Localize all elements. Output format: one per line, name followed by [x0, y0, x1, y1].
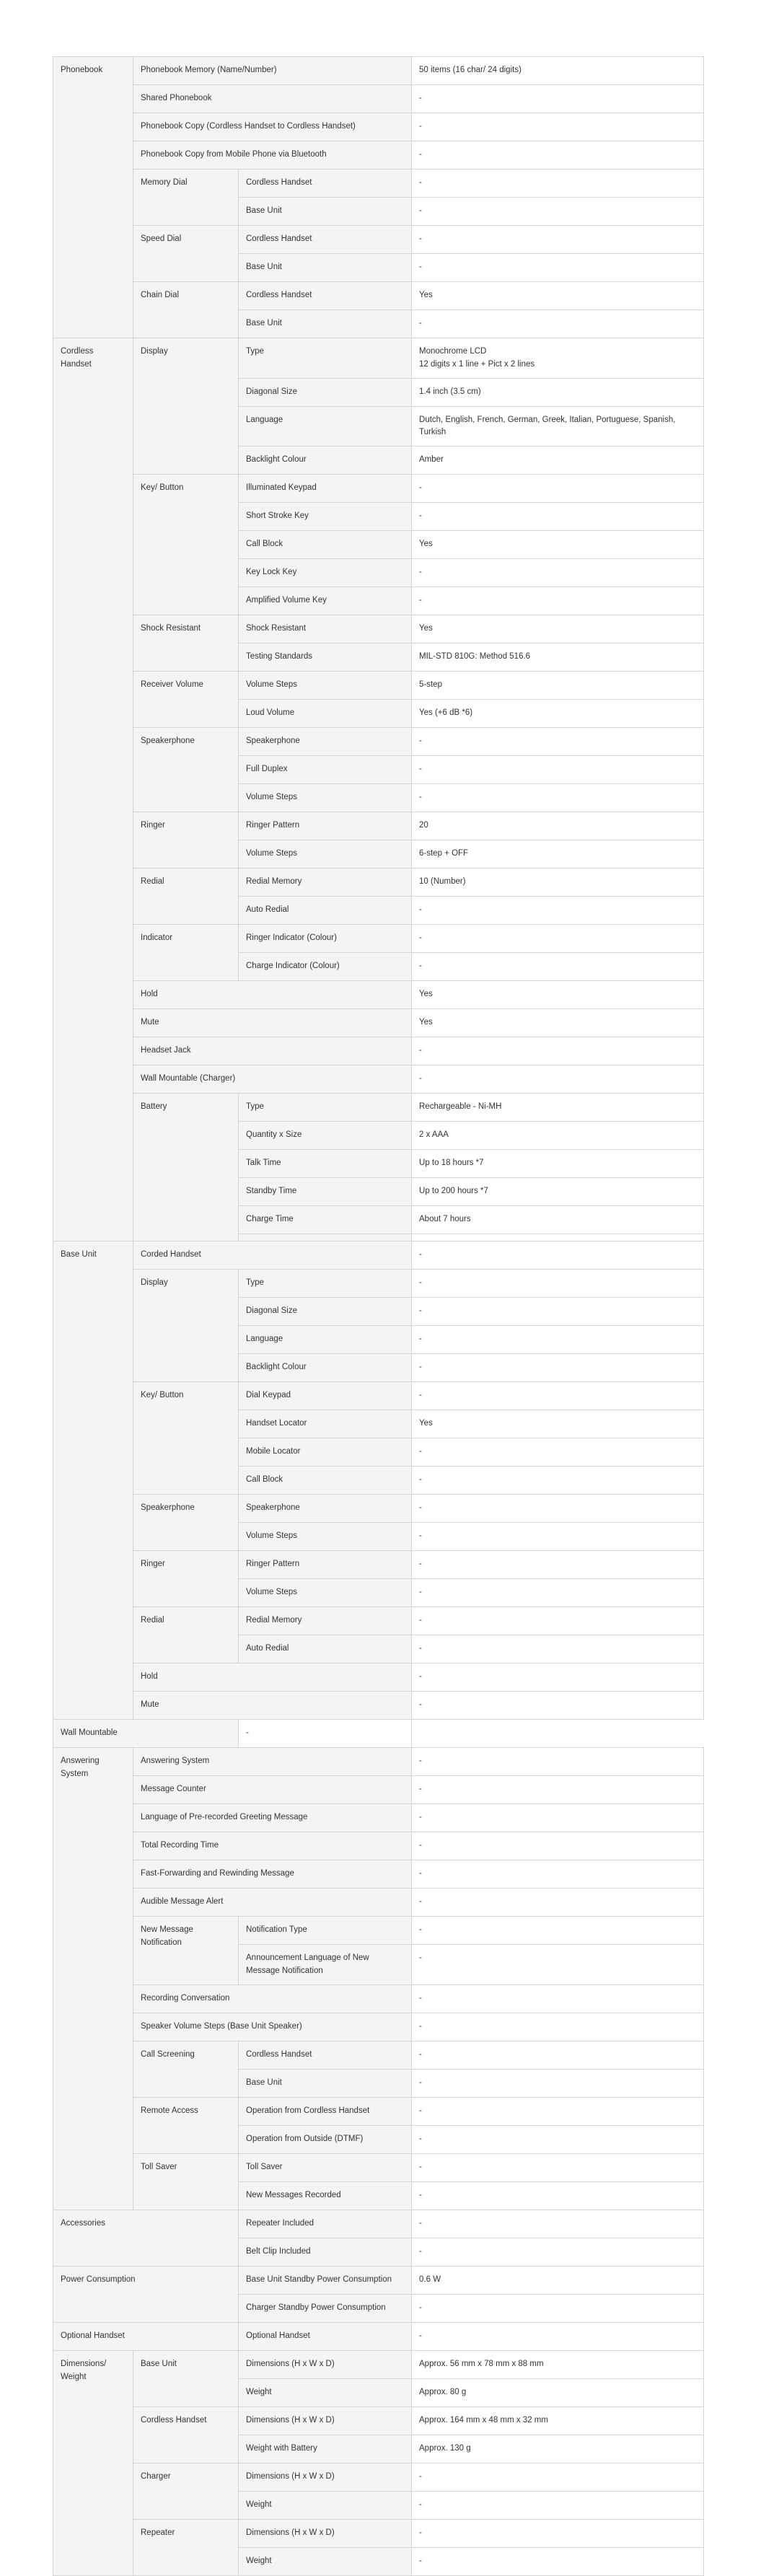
spec-item: Backlight Colour: [239, 447, 412, 475]
spec-value: -: [412, 1804, 704, 1832]
spec-item: Volume Steps: [239, 784, 412, 812]
spec-item: Mobile Locator: [239, 1438, 412, 1467]
spec-value: -: [412, 1065, 704, 1094]
spec-group: Mute: [133, 1009, 412, 1037]
spec-item: Illuminated Keypad: [239, 475, 412, 503]
spec-row: [53, 2153, 704, 2181]
spec-value: -: [412, 2547, 704, 2575]
spec-category: Phonebook: [53, 57, 133, 338]
spec-value: 5-step: [412, 672, 704, 700]
spec-value: -: [412, 1607, 704, 1635]
spec-group: Shared Phonebook: [133, 85, 412, 113]
spec-group: Message Counter: [133, 1776, 412, 1804]
spec-item: Call Block: [239, 531, 412, 559]
spec-value: -: [239, 1720, 412, 1748]
spec-value: -: [412, 475, 704, 503]
spec-group: Shock Resistant: [133, 615, 239, 672]
spec-row: [53, 1663, 704, 1692]
spec-item: Dimensions (H x W x D): [239, 2463, 412, 2491]
spec-group: Redial: [133, 869, 239, 925]
spec-item: Dimensions (H x W x D): [239, 2350, 412, 2378]
spec-value: -: [412, 1917, 704, 1945]
spec-row: [53, 1382, 704, 1410]
spec-value: Up to 18 hours *7: [412, 1150, 704, 1178]
spec-category: Power Consumption: [53, 2266, 239, 2322]
spec-row: [53, 1607, 704, 1635]
spec-value: Yes: [412, 531, 704, 559]
spec-item: Cordless Handset: [239, 170, 412, 198]
spec-value: -: [412, 226, 704, 254]
spec-item: Full Duplex: [239, 756, 412, 784]
spec-group: Cordless Handset: [133, 2406, 239, 2463]
spec-group: Phonebook Memory (Name/Number): [133, 57, 412, 85]
spec-value: -: [412, 2069, 704, 2097]
spec-value: 20: [412, 812, 704, 840]
spec-row: [53, 728, 704, 756]
spec-row: [53, 1692, 704, 1720]
spec-value: Rechargeable - Ni-MH: [412, 1094, 704, 1122]
spec-group: Key/ Button: [133, 1382, 239, 1495]
spec-row: [53, 1495, 704, 1523]
spec-item: Weight: [239, 2547, 412, 2575]
spec-group: Mute: [133, 1692, 412, 1720]
spec-item: Operation from Outside (DTMF): [239, 2125, 412, 2153]
spec-value: -: [412, 2322, 704, 2350]
spec-row: [53, 1720, 704, 1748]
spec-value: -: [412, 756, 704, 784]
spec-row: [53, 1037, 704, 1065]
spec-row: [53, 2519, 704, 2547]
spec-group: Indicator: [133, 925, 239, 981]
spec-item: Backlight Colour: [239, 1354, 412, 1382]
spec-item: New Messages Recorded: [239, 2181, 412, 2210]
spec-row: [53, 1832, 704, 1860]
spec-value: -: [412, 2153, 704, 2181]
specification-table: [53, 56, 704, 2576]
spec-value: Amber: [412, 447, 704, 475]
spec-value: -: [412, 953, 704, 981]
spec-value: -: [412, 1748, 704, 1776]
spec-item: Key Lock Key: [239, 559, 412, 587]
spec-value: Monochrome LCD 12 digits x 1 line + Pict x 2 lines: [412, 338, 704, 379]
spec-group: Headset Jack: [133, 1037, 412, 1065]
spec-group: Receiver Volume: [133, 672, 239, 728]
spec-value: -: [412, 1298, 704, 1326]
spec-value: About 7 hours: [412, 1206, 704, 1234]
spec-value: -: [412, 1579, 704, 1607]
spec-group: Repeater: [133, 2519, 239, 2575]
spec-item: Charge Time: [239, 1206, 412, 1234]
spec-group: Toll Saver: [133, 2153, 239, 2210]
spec-item: [239, 1234, 412, 1241]
spec-value: -: [412, 1832, 704, 1860]
spec-row: [53, 1270, 704, 1298]
spec-group: Total Recording Time: [133, 1832, 412, 1860]
spec-value: -: [412, 1495, 704, 1523]
spec-row: [53, 2322, 704, 2350]
spec-group: Battery: [133, 1094, 239, 1241]
spec-item: Ringer Pattern: [239, 812, 412, 840]
spec-value: -: [412, 2519, 704, 2547]
spec-item: Testing Standards: [239, 643, 412, 672]
spec-group: Display: [133, 338, 239, 475]
spec-item: Quantity x Size: [239, 1122, 412, 1150]
spec-value: Yes: [412, 282, 704, 310]
spec-item: Base Unit: [239, 198, 412, 226]
spec-item: Charger Standby Power Consumption: [239, 2294, 412, 2322]
spec-group: Corded Handset: [133, 1241, 412, 1270]
spec-row: [53, 2266, 704, 2294]
spec-value: -: [412, 2097, 704, 2125]
spec-item: Short Stroke Key: [239, 503, 412, 531]
spec-item: Dial Keypad: [239, 1382, 412, 1410]
spec-item: Charge Indicator (Colour): [239, 953, 412, 981]
spec-row: [53, 1065, 704, 1094]
spec-item: Base Unit: [239, 254, 412, 282]
spec-item: Base Unit: [239, 2069, 412, 2097]
spec-row: [53, 925, 704, 953]
spec-row: [53, 2406, 704, 2435]
spec-value: -: [412, 1326, 704, 1354]
spec-item: Notification Type: [239, 1917, 412, 1945]
spec-row: [53, 2041, 704, 2069]
spec-item: Weight with Battery: [239, 2435, 412, 2463]
spec-row: [53, 1804, 704, 1832]
spec-row: [53, 1860, 704, 1889]
spec-value: -: [412, 170, 704, 198]
spec-row: [53, 2350, 704, 2378]
spec-item: Type: [239, 1270, 412, 1298]
spec-value: -: [412, 1984, 704, 2013]
spec-row: [53, 1984, 704, 2013]
spec-value: Approx. 56 mm x 78 mm x 88 mm: [412, 2350, 704, 2378]
spec-category: Dimensions/ Weight: [53, 2350, 133, 2575]
spec-row: [53, 2210, 704, 2238]
spec-row: [53, 1748, 704, 1776]
spec-value: 50 items (16 char/ 24 digits): [412, 57, 704, 85]
spec-value: Up to 200 hours *7: [412, 1178, 704, 1206]
spec-value: -: [412, 503, 704, 531]
spec-row: [53, 672, 704, 700]
spec-row: [53, 2463, 704, 2491]
spec-value: -: [412, 1889, 704, 1917]
spec-item: Base Unit: [239, 310, 412, 338]
spec-group: Speakerphone: [133, 728, 239, 812]
spec-value: -: [412, 1663, 704, 1692]
spec-value: -: [412, 1860, 704, 1889]
spec-group: New Message Notification: [133, 1917, 239, 1985]
spec-item: Standby Time: [239, 1178, 412, 1206]
spec-value: Yes: [412, 1410, 704, 1438]
spec-row: [53, 1917, 704, 1945]
spec-group: Fast-Forwarding and Rewinding Message: [133, 1860, 412, 1889]
spec-category: Optional Handset: [53, 2322, 239, 2350]
spec-row: [53, 1009, 704, 1037]
spec-item: Handset Locator: [239, 1410, 412, 1438]
spec-row: [53, 2013, 704, 2041]
spec-value: -: [412, 2491, 704, 2519]
spec-group: Remote Access: [133, 2097, 239, 2153]
spec-value: -: [412, 141, 704, 170]
spec-group: Hold: [133, 1663, 412, 1692]
spec-group: Wall Mountable (Charger): [133, 1065, 412, 1094]
spec-item: Language: [239, 406, 412, 447]
spec-value: -: [412, 728, 704, 756]
spec-item: Language: [239, 1326, 412, 1354]
spec-value: -: [412, 198, 704, 226]
spec-group: Charger: [133, 2463, 239, 2519]
spec-group: Key/ Button: [133, 475, 239, 615]
spec-row: [53, 85, 704, 113]
spec-value: [412, 1234, 704, 1241]
spec-value: -: [412, 1270, 704, 1298]
spec-item: Dimensions (H x W x D): [239, 2406, 412, 2435]
spec-item: Ringer Pattern: [239, 1551, 412, 1579]
spec-row: [53, 338, 704, 379]
spec-value: 10 (Number): [412, 869, 704, 897]
spec-item: Redial Memory: [239, 1607, 412, 1635]
spec-value: Approx. 164 mm x 48 mm x 32 mm: [412, 2406, 704, 2435]
spec-item: Auto Redial: [239, 1635, 412, 1663]
spec-item: Cordless Handset: [239, 2041, 412, 2069]
spec-row: [53, 812, 704, 840]
spec-group: Answering System: [133, 1748, 412, 1776]
spec-row: [53, 170, 704, 198]
spec-value: Yes: [412, 981, 704, 1009]
spec-item: Cordless Handset: [239, 282, 412, 310]
spec-value: -: [412, 1467, 704, 1495]
spec-item: Dimensions (H x W x D): [239, 2519, 412, 2547]
spec-value: 0.6 W: [412, 2266, 704, 2294]
spec-value: Yes: [412, 1009, 704, 1037]
spec-item: Ringer Indicator (Colour): [239, 925, 412, 953]
spec-value: -: [412, 2294, 704, 2322]
spec-group: Speed Dial: [133, 226, 239, 282]
spec-value: -: [412, 1241, 704, 1270]
spec-item: Type: [239, 1094, 412, 1122]
spec-row: [53, 615, 704, 643]
spec-row: [53, 57, 704, 85]
spec-item: Weight: [239, 2378, 412, 2406]
spec-item: Cordless Handset: [239, 226, 412, 254]
spec-value: -: [412, 2181, 704, 2210]
spec-row: [53, 475, 704, 503]
spec-item: Announcement Language of New Message Notification: [239, 1945, 412, 1985]
spec-value: -: [412, 2238, 704, 2266]
spec-value: -: [412, 1382, 704, 1410]
spec-group: Phonebook Copy from Mobile Phone via Bluetooth: [133, 141, 412, 170]
spec-value: Approx. 80 g: [412, 2378, 704, 2406]
spec-group: Language of Pre-recorded Greeting Message: [133, 1804, 412, 1832]
spec-item: Diagonal Size: [239, 378, 412, 406]
spec-item: Loud Volume: [239, 700, 412, 728]
spec-value: -: [412, 113, 704, 141]
spec-value: -: [412, 784, 704, 812]
spec-value: Dutch, English, French, German, Greek, Italian, Portuguese, Spanish, Turkish: [412, 406, 704, 447]
spec-value: -: [412, 85, 704, 113]
spec-value: Yes: [412, 615, 704, 643]
spec-value: 6-step + OFF: [412, 840, 704, 869]
spec-row: [53, 141, 704, 170]
spec-value: -: [412, 2013, 704, 2041]
spec-category: Answering System: [53, 1748, 133, 2210]
spec-row: [53, 1551, 704, 1579]
specification-table-body: [53, 57, 704, 2576]
spec-row: [53, 226, 704, 254]
spec-item: Amplified Volume Key: [239, 587, 412, 615]
spec-row: [53, 1776, 704, 1804]
spec-group: Ringer: [133, 1551, 239, 1607]
spec-category: Cordless Handset: [53, 338, 133, 1241]
spec-group: Display: [133, 1270, 239, 1382]
spec-row: [53, 282, 704, 310]
spec-row: [53, 113, 704, 141]
spec-row: [53, 981, 704, 1009]
spec-item: Weight: [239, 2491, 412, 2519]
spec-item: Speakerphone: [239, 1495, 412, 1523]
spec-item: Shock Resistant: [239, 615, 412, 643]
spec-row: [53, 2097, 704, 2125]
spec-value: Yes (+6 dB *6): [412, 700, 704, 728]
spec-row: [53, 1889, 704, 1917]
spec-value: 2 x AAA: [412, 1122, 704, 1150]
spec-value: -: [412, 1551, 704, 1579]
spec-group: Redial: [133, 1607, 239, 1663]
spec-item: Speakerphone: [239, 728, 412, 756]
spec-value: -: [412, 1438, 704, 1467]
spec-group: Speaker Volume Steps (Base Unit Speaker): [133, 2013, 412, 2041]
spec-item: Belt Clip Included: [239, 2238, 412, 2266]
spec-row: [53, 869, 704, 897]
spec-item: Volume Steps: [239, 1579, 412, 1607]
spec-group: Ringer: [133, 812, 239, 869]
spec-item: Type: [239, 338, 412, 379]
spec-item: Auto Redial: [239, 897, 412, 925]
spec-group: Call Screening: [133, 2041, 239, 2097]
spec-group: Chain Dial: [133, 282, 239, 338]
spec-value: -: [412, 1776, 704, 1804]
spec-item: Base Unit Standby Power Consumption: [239, 2266, 412, 2294]
spec-group: Hold: [133, 981, 412, 1009]
spec-group: Memory Dial: [133, 170, 239, 226]
spec-value: -: [412, 1037, 704, 1065]
spec-group: Recording Conversation: [133, 1984, 412, 2013]
spec-value: -: [412, 2041, 704, 2069]
spec-item: Redial Memory: [239, 869, 412, 897]
spec-item: Diagonal Size: [239, 1298, 412, 1326]
spec-category: Base Unit: [53, 1241, 133, 1720]
spec-category: Accessories: [53, 2210, 239, 2266]
spec-value: -: [412, 2463, 704, 2491]
spec-value: -: [412, 2210, 704, 2238]
spec-group: Base Unit: [133, 2350, 239, 2406]
spec-item: Volume Steps: [239, 840, 412, 869]
spec-group: Wall Mountable: [53, 1720, 239, 1748]
spec-value: Approx. 130 g: [412, 2435, 704, 2463]
spec-value: -: [412, 1692, 704, 1720]
spec-value: -: [412, 254, 704, 282]
spec-item: Repeater Included: [239, 2210, 412, 2238]
spec-value: -: [412, 897, 704, 925]
spec-item: Operation from Cordless Handset: [239, 2097, 412, 2125]
spec-item: Toll Saver: [239, 2153, 412, 2181]
spec-item: Talk Time: [239, 1150, 412, 1178]
spec-item: Call Block: [239, 1467, 412, 1495]
spec-value: -: [412, 2125, 704, 2153]
spec-value: -: [412, 1945, 704, 1985]
spec-value: -: [412, 1523, 704, 1551]
spec-item: Volume Steps: [239, 1523, 412, 1551]
spec-value: -: [412, 559, 704, 587]
spec-value: -: [412, 587, 704, 615]
spec-value: -: [412, 1354, 704, 1382]
spec-value: -: [412, 925, 704, 953]
spec-value: -: [412, 1635, 704, 1663]
spec-value: MIL-STD 810G: Method 516.6: [412, 643, 704, 672]
spec-value: 1.4 inch (3.5 cm): [412, 378, 704, 406]
spec-row: [53, 1241, 704, 1270]
spec-group: Phonebook Copy (Cordless Handset to Cordless Handset): [133, 113, 412, 141]
spec-value: -: [412, 310, 704, 338]
spec-group: Speakerphone: [133, 1495, 239, 1551]
spec-item: Volume Steps: [239, 672, 412, 700]
spec-item: Optional Handset: [239, 2322, 412, 2350]
spec-row: [53, 1094, 704, 1122]
spec-group: Audible Message Alert: [133, 1889, 412, 1917]
